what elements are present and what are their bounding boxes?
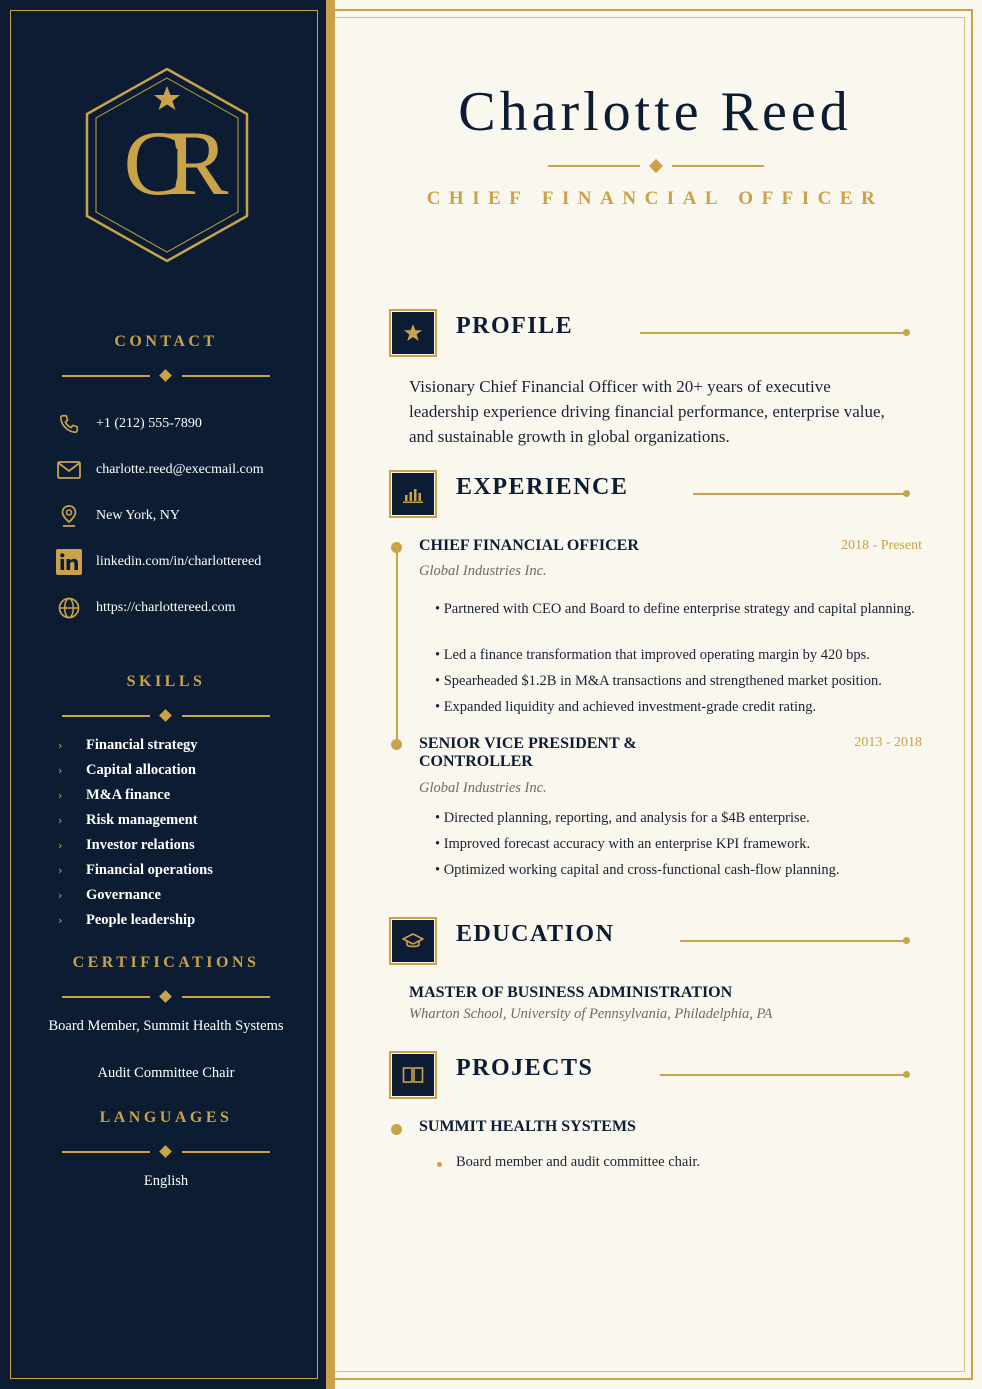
job-organization: Global Industries Inc. [419,563,547,579]
languages-divider [62,1145,270,1159]
job-bullet: • Led a finance transformation that improved operating margin by 420 bps. [435,647,870,663]
chevron-right-icon: › [58,789,63,802]
language-item: English [143,1173,189,1189]
project-dot [391,1124,402,1135]
candidate-name: Charlotte Reed [458,81,852,143]
projects-rule [660,1074,904,1076]
skill-item: › M&A finance [58,787,171,803]
job-bullet: • Expanded liquidity and achieved investment-grade credit rating. [435,699,817,715]
contact-location [56,502,180,530]
linkedin-icon [56,549,82,575]
website-text: https://charlottereed.com [96,600,236,615]
education-school: Wharton School, University of Pennsylvania, Philadelphia, PA [409,1006,773,1022]
job-bullet: • Partnered with CEO and Board to define enterprise strategy and capital planning. [435,601,915,617]
profile-heading: PROFILE [456,313,574,339]
skill-item: › Financial strategy [58,737,198,753]
job-dates: 2018 - Present [841,538,922,553]
graduation-cap-icon [389,917,437,965]
skill-item: › Risk management [58,812,198,828]
skill-item: › Capital allocation [58,762,196,778]
contact-heading: CONTACT [114,333,218,350]
mail-icon [56,457,82,483]
skill-item: › Governance [58,887,161,903]
location-pin-icon [56,503,82,529]
skills-heading: SKILLS [126,673,206,690]
chevron-right-icon: › [58,764,63,777]
languages-heading: LANGUAGES [99,1109,233,1126]
project-bullet: Board member and audit committee chair. [456,1154,701,1170]
skill-item: › Investor relations [58,837,195,853]
education-rule [680,940,904,942]
contact-phone[interactable] [56,410,202,438]
chevron-right-icon: › [58,839,63,852]
skill-item: › People leadership [58,912,196,928]
job-dates: 2013 - 2018 [854,735,922,750]
phone-text: +1 (212) 555-7890 [96,416,202,431]
monogram-logo [82,66,252,266]
email-text: charlotte.reed@execmail.com [96,462,264,477]
job-title: SENIOR VICE PRESIDENT & CONTROLLER [419,735,637,770]
experience-rule-dot [903,490,910,497]
education-rule-dot [903,937,910,944]
book-icon [389,1051,437,1099]
timeline-dot [391,542,402,553]
project-title: SUMMIT HEALTH SYSTEMS [419,1118,636,1135]
experience-rule [693,493,904,495]
projects-rule-dot [903,1071,910,1078]
certifications-heading: CERTIFICATIONS [72,954,260,971]
contact-email[interactable] [56,456,264,484]
globe-icon [56,595,82,621]
chevron-right-icon: › [58,814,63,827]
job-bullet: • Improved forecast accuracy with an enterprise KPI framework. [435,836,811,852]
profile-rule [640,332,904,334]
education-degree: MASTER OF BUSINESS ADMINISTRATION [409,984,733,1001]
star-icon [389,309,437,357]
gold-separator-bar [326,0,335,1389]
experience-timeline [396,548,398,744]
certifications-divider [62,990,270,1004]
skills-list [58,733,308,933]
contact-website[interactable] [56,594,236,622]
bar-chart-icon [389,470,437,518]
certification-item: Audit Committee Chair [97,1065,235,1081]
skill-item: › Financial operations [58,862,213,878]
location-text: New York, NY [96,508,181,523]
contact-linkedin[interactable] [56,548,261,576]
skills-divider [62,709,270,723]
sidebar [0,0,326,1389]
experience-heading: EXPERIENCE [456,474,629,500]
project-bullet-dot [437,1162,442,1167]
candidate-role: CHIEF FINANCIAL OFFICER [426,188,884,209]
contact-divider [62,369,270,383]
certification-item: Board Member, Summit Health Systems [48,1018,284,1034]
chevron-right-icon: › [58,739,63,752]
job-bullet: • Optimized working capital and cross-functional cash-flow planning. [435,862,840,878]
name-divider [548,158,764,174]
phone-icon [56,411,82,437]
timeline-dot [391,739,402,750]
job-organization: Global Industries Inc. [419,780,547,796]
profile-rule-dot [903,329,910,336]
linkedin-text: linkedin.com/in/charlottereed [96,554,262,569]
education-heading: EDUCATION [456,921,615,947]
profile-text: Visionary Chief Financial Officer with 20+ years of executive leadership experience driving financial performance, enterprise value, and sustainable growth in global organizations. [409,377,885,446]
job-bullet: • Directed planning, reporting, and analysis for a $4B enterprise. [435,810,810,826]
monogram-initials: CR [123,112,211,214]
chevron-right-icon: › [58,889,63,902]
job-title: CHIEF FINANCIAL OFFICER [419,537,639,554]
job-bullet: • Spearheaded $1.2B in M&A transactions and strengthened market position. [435,673,882,689]
projects-heading: PROJECTS [456,1055,594,1081]
chevron-right-icon: › [58,864,63,877]
chevron-right-icon: › [58,914,63,927]
